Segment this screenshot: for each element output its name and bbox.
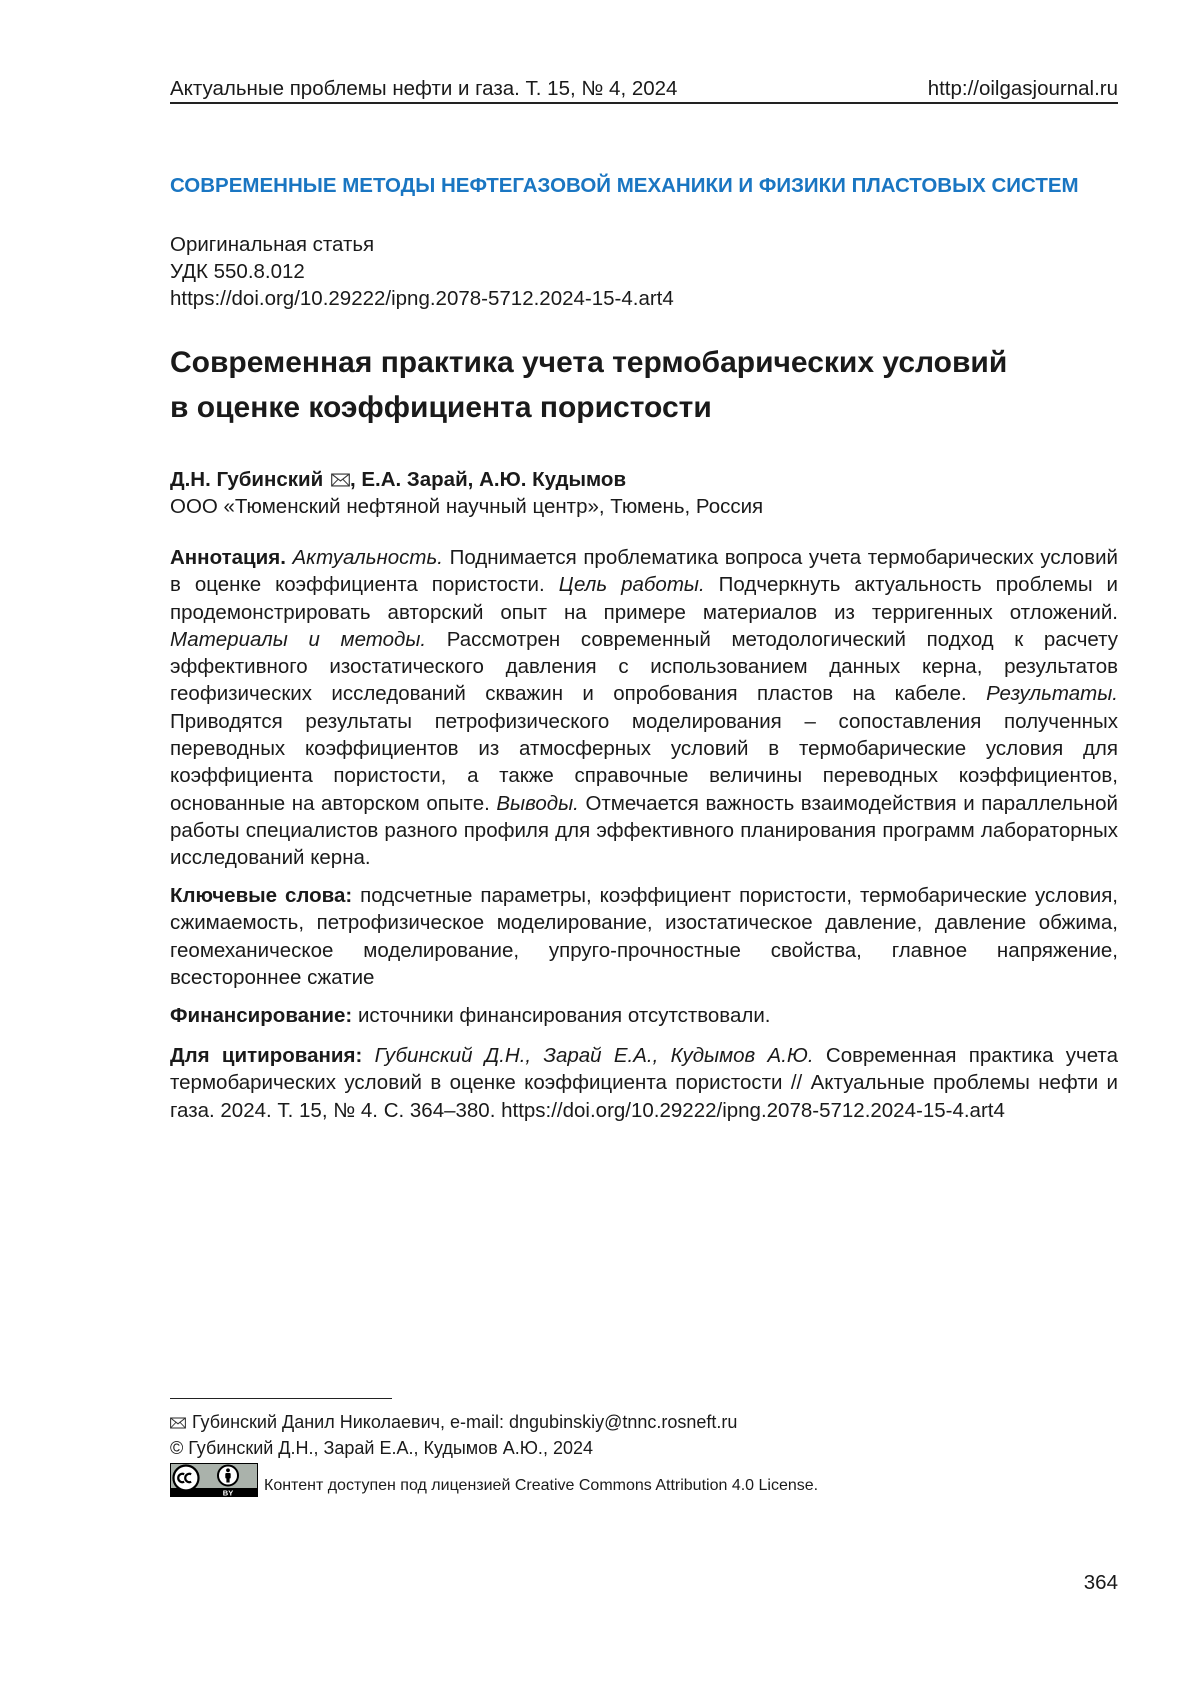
citation [170,1042,1118,1124]
running-header-journal: Актуальные проблемы нефти и газа. Т. 15, № 4, 2024 [170,77,678,100]
article-title [170,340,1118,430]
correspondence-text: Губинский Данил Николаевич, e-mail: dngubinskiy@tnnc.rosneft.ru [192,1412,738,1432]
footnote-correspondence [170,1410,737,1434]
running-header-url[interactable]: http://oilgasjournal.ru [927,77,1118,100]
cc-by-badge-icon[interactable] [170,1463,258,1497]
coauthors: , Е.А. Зарай, А.Ю. Кудымов [349,468,627,491]
keywords-label: Ключевые слова: [170,884,353,907]
article-type: Оригинальная статья [170,233,375,256]
article-title-line-2: в оценке коэффициента пористости [170,391,712,424]
article-title-line-1: Современная практика учета термобарических условий [170,346,1008,379]
abstract-methods-text: Рассмотрен современный методологический подход к расчету эффективного изостатического давления с использованием данных керна, результатов геофизических исследований скважин и опробования пластов на кабеле. [170,627,1118,706]
envelope-icon [331,473,350,487]
abstract-relevance-text: Поднимается проблематика вопроса учета термобарических условий в оценке коэффициента пористости. [170,546,1118,597]
citation-authors: Губинский Д.Н., Зарай Е.А., Кудымов А.Ю. [374,1044,814,1067]
funding [170,1002,1118,1029]
funding-text: источники финансирования отсутствовали. [357,1004,771,1027]
header-divider [170,102,1118,104]
abstract-results-label: Результаты. [986,682,1118,706]
citation-label: Для цитирования: [170,1044,363,1067]
envelope-icon [170,1417,186,1429]
abstract-label: Аннотация. [170,546,286,569]
keywords [170,882,1118,991]
abstract-aim-label: Цель работы. [558,573,705,597]
footnote-divider [170,1398,392,1399]
abstract-conclusions-text: Отмечается важность взаимодействия и параллельной работы специалистов разного профиля для эффективного планирования программ лабораторных исследований керна. [170,791,1118,870]
page-number: 364 [1083,1571,1118,1594]
license-text: Контент доступен под лицензией Creative Commons Attribution 4.0 License. [264,1477,819,1494]
funding-label: Финансирование: [170,1004,353,1027]
doi-link[interactable]: https://doi.org/10.29222/ipng.2078-5712.2024-15-4.art4 [170,287,674,310]
footnote-copyright: © Губинский Д.Н., Зарай Е.А., Кудымов А.Ю., 2024 [170,1438,593,1458]
section-heading: СОВРЕМЕННЫЕ МЕТОДЫ НЕФТЕГАЗОВОЙ МЕХАНИКИ И ФИЗИКИ ПЛАСТОВЫХ СИСТЕМ [170,174,1079,197]
abstract [170,544,1118,872]
abstract-methods-label: Материалы и методы. [170,627,427,651]
abstract-relevance-label: Актуальность. [292,546,443,569]
license-line [170,1463,818,1497]
article-meta [170,231,674,312]
abstract-results-text: Приводятся результаты петрофизического моделирования – сопоставления полученных переводных коэффициентов из атмосферных условий в термобарические условия для коэффициента пористости, а также справочные величины переводных коэффициентов, основанные на авторском опыте. [170,709,1118,815]
abstract-conclusions-label: Выводы. [496,791,579,815]
author-list [170,466,626,493]
corresponding-author: Д.Н. Губинский [170,468,324,491]
abstract-aim-text: Подчеркнуть актуальность проблемы и продемонстрировать авторский опыт на примере материалов из терригенных отложений. [170,573,1119,624]
udc-code: УДК 550.8.012 [170,260,305,283]
cc-by-label: BY [222,1488,234,1497]
citation-text: Современная практика учета термобарических условий в оценке коэффициента пористости // Актуальные проблемы нефти и газа. 2024. Т. 15, № 4. С. 364–380. https://doi.org/10.29222/ipng.2078-5712.2024-15-4.art4 [170,1044,1118,1122]
affiliation: ООО «Тюменский нефтяной научный центр», Тюмень, Россия [170,495,764,518]
keywords-text: подсчетные параметры, коэффициент пористости, термобарические условия, сжимаемость, петрофизическое моделирование, изостатическое давление, давление обжима, геомеханическое моделирование, упруго-прочностные свойства, главное напряжение, всестороннее сжатие [170,884,1118,989]
